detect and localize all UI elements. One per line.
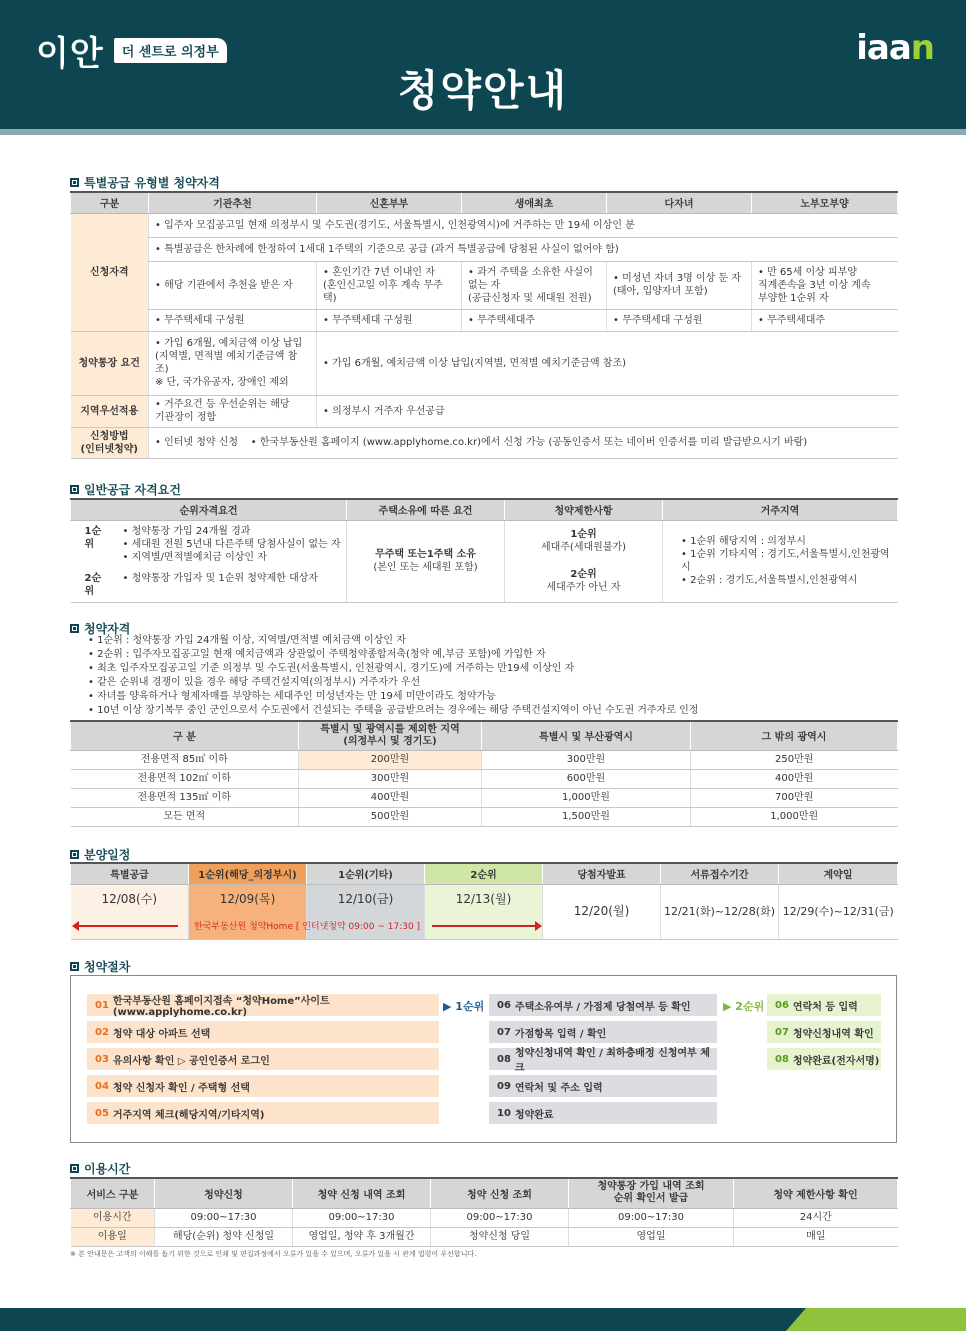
col-header: 특별시 및 광역시를 제외한 지역 (의정부시 및 경기도) <box>299 721 482 750</box>
table-cell: 해당(순위) 청약 신청일 <box>155 1227 293 1246</box>
col-header: 청약통장 가입 내역 조회 순위 확인서 발급 <box>569 1178 734 1208</box>
col-header: 청약 신청 조회 <box>431 1178 569 1208</box>
table-cell: • 무주택세대주 <box>752 309 898 331</box>
step-number: 02 <box>95 1026 109 1038</box>
section-square-icon <box>70 962 79 971</box>
col-header: 청약신청 <box>155 1178 293 1208</box>
rank-text: • 청약통장 가입 24개월 경과 • 세대원 전원 5년내 다른주택 당첨사실이 없는 자 • 지역별/면적별예치금 이상인 자 <box>122 525 341 563</box>
table-cell: 09:00~17:30 <box>569 1208 734 1227</box>
step-text: 연락처 등 입력 <box>792 1001 858 1013</box>
rank1-tag: ▶ 1순위 <box>443 1000 485 1013</box>
list-item: • 10년 이상 장기복무 중인 군인으로서 수도권에서 건설되는 주택을 공급받으려는 경우에는 해당 주택건설지역이 아닌 수도권 거주자로 인정 <box>88 705 699 716</box>
step-number: 01 <box>95 999 109 1011</box>
procedure-step <box>489 1075 717 1097</box>
table-cell: 700만원 <box>691 788 898 807</box>
limit-cell <box>505 520 663 602</box>
section-label: 일반공급 자격요건 <box>84 483 181 497</box>
footer-accent <box>786 1308 966 1331</box>
step-number: 09 <box>497 1080 511 1092</box>
logo-en-part: iaa <box>856 28 911 68</box>
col-header: 구 분 <box>71 721 299 750</box>
procedure-step <box>87 1021 439 1043</box>
table-cell: 09:00~17:30 <box>293 1208 431 1227</box>
table-cell: 24시간 <box>734 1208 898 1227</box>
table-cell: 300만원 <box>299 769 482 788</box>
region-cell: • 1순위 해당지역 : 의정부시 • 1순위 기타지역 : 경기도,서울특별시,인천광역시 • 2순위 : 경기도,서울특별시,인천광역시 <box>663 520 898 602</box>
procedure-step <box>489 1021 717 1043</box>
section-label: 이용시간 <box>84 1162 131 1176</box>
section-title-special <box>70 174 220 191</box>
table-cell: 500만원 <box>299 807 482 826</box>
table-cell: 300만원 <box>482 750 691 769</box>
row-label: 신청자격 <box>71 213 149 331</box>
col-header: 당첨자발표 <box>543 863 661 884</box>
table-cell: 전용면적 135㎡ 이하 <box>71 788 299 807</box>
procedure-step <box>767 1048 881 1070</box>
table-row <box>71 1208 898 1227</box>
general-supply-table <box>70 498 898 603</box>
page-header <box>0 0 966 135</box>
procedure-step <box>87 1102 439 1124</box>
col-header: 특별시 및 부산광역시 <box>482 721 691 750</box>
table-row <box>71 788 898 807</box>
col-header: 그 밖의 광역시 <box>691 721 898 750</box>
procedure-step <box>87 994 439 1016</box>
house-sub: (본인 또는 세대원 포함) <box>373 562 478 573</box>
step-number: 06 <box>497 999 511 1011</box>
limit-rank: 2순위 <box>570 569 597 580</box>
table-cell: 400만원 <box>691 769 898 788</box>
col-header: 구분 <box>71 192 149 213</box>
table-cell: • 가입 6개월, 예치금액 이상 납입(지역별, 면적별 예치기준금액 참조) <box>317 331 898 395</box>
schedule-date: 12/20(월) <box>543 884 661 939</box>
section-title-schedule <box>70 846 130 863</box>
section-label: 청약절차 <box>84 960 131 974</box>
table-cell: • 무주택세대주 <box>462 309 607 331</box>
table-cell: 전용면적 85㎡ 이하 <box>71 750 299 769</box>
logo-korean: 이안 <box>36 34 104 74</box>
table-row <box>71 807 898 826</box>
procedure-step <box>87 1048 439 1070</box>
col-header: 거주지역 <box>663 499 898 520</box>
step-number: 07 <box>775 1026 789 1038</box>
table-cell: • 입주자 모집공고일 현재 의정부시 및 수도권(경기도, 서울특별시, 인천광역시)에 거주하는 만 19세 이상인 분 <box>149 213 898 237</box>
step-number: 07 <box>497 1026 511 1038</box>
col-header: 순위자격요건 <box>71 499 347 520</box>
col-header: 특별공급 <box>71 863 189 884</box>
deposit-table <box>70 720 898 827</box>
section-square-icon <box>70 1164 79 1173</box>
step-number: 05 <box>95 1107 109 1119</box>
table-cell: 1,000만원 <box>691 807 898 826</box>
procedure-step <box>489 1048 717 1074</box>
row-label: 청약통장 요건 <box>71 331 149 395</box>
step-number: 08 <box>497 1053 511 1065</box>
procedure-step <box>489 1102 717 1124</box>
table-cell: • 과거 주택을 소유한 사실이 없는 자 (공급신청자 및 세대원 전원) <box>462 261 607 309</box>
section-label: 분양일정 <box>84 848 131 862</box>
table-cell: 매일 <box>734 1227 898 1246</box>
procedure-step <box>767 994 881 1016</box>
table-cell: • 미성년 자녀 3명 이상 둔 자 (태아, 입양자녀 포함) <box>607 261 752 309</box>
step-number: 06 <box>775 999 789 1011</box>
table-cell: 200만원 <box>299 750 482 769</box>
row-label: 신청방법 (인터넷청약) <box>71 427 149 458</box>
table-cell: • 가입 6개월, 예치금액 이상 납입 (지역별, 면적별 예치기준금액 참조) ※ 단, 국가유공자, 장애인 제외 <box>149 331 317 395</box>
rank-label: 1순위 <box>84 525 102 550</box>
step-number: 04 <box>95 1080 109 1092</box>
list-item: • 같은 순위내 경쟁이 있을 경우 해당 주택건설지역(의정부시) 거주자가 우선 <box>88 677 421 688</box>
table-cell: • 무주택세대 구성원 <box>317 309 462 331</box>
section-title-general <box>70 481 181 498</box>
procedure-step <box>767 1021 881 1043</box>
procedure-box <box>70 975 897 1143</box>
table-cell: 09:00~17:30 <box>431 1208 569 1227</box>
online-note: 한국부동산원 청약Home [ 인터넷청약 09:00 ~ 17:30 ] <box>194 922 421 932</box>
step-text: 한국부동산원 홈페이지접속 “청약Home”사이트 (www.applyhome.co.kr) <box>112 996 330 1018</box>
limit-rank: 1순위 <box>570 529 597 540</box>
table-cell: 이용시간 <box>71 1208 155 1227</box>
col-header: 생애최초 <box>462 192 607 213</box>
list-item: • 최초 입주자모집공고일 기준 의정부 및 수도권(서울특별시, 인천광역시, 경기도)에 거주하는 만19세 이상인 자 <box>88 663 575 674</box>
col-header: 노부모부양 <box>752 192 898 213</box>
step-text: 청약 대상 아파트 선택 <box>112 1028 211 1040</box>
table-cell: 영업일 <box>569 1227 734 1246</box>
table-cell: 1,000만원 <box>482 788 691 807</box>
section-label: 특별공급 유형별 청약자격 <box>84 176 220 190</box>
section-square-icon <box>70 178 79 187</box>
section-square-icon <box>70 485 79 494</box>
house-main: 무주택 또는1주택 소유 <box>375 549 476 560</box>
schedule-date: 12/10(금) <box>307 884 425 939</box>
list-item: • 1순위 : 청약통장 가입 24개월 이상, 지역별/면적별 예치금액 이상인 자 <box>88 635 406 646</box>
col-header: 1순위(기타) <box>307 863 425 884</box>
rank-label: 2순위 <box>84 572 102 597</box>
table-row <box>71 750 898 769</box>
table-row <box>71 1227 898 1246</box>
footnote: ※ 본 안내문은 고객의 이해를 돕기 위한 것으로 인쇄 및 편집과정에서 오류가 있을 수 있으며, 오류가 있을 시 관계 법령이 우선합니다. <box>70 1250 477 1258</box>
step-text: 청약완료 <box>514 1109 554 1121</box>
col-header: 1순위(해당_의정부시) <box>189 863 307 884</box>
section-square-icon <box>70 850 79 859</box>
limit-sub: 세대주가 아닌 자 <box>546 582 621 593</box>
step-text: 청약 신청자 확인 / 주택형 선택 <box>112 1082 250 1094</box>
table-cell: 모든 면적 <box>71 807 299 826</box>
schedule-date: 12/08(수) <box>71 884 189 939</box>
schedule-date: 12/21(화)~12/28(화) <box>661 884 779 939</box>
rank2-tag: ▶ 2순위 <box>723 1000 765 1013</box>
table-cell: • 혼인기간 7년 이내인 자 (혼인신고일 이후 계속 무주택) <box>317 261 462 309</box>
left-arrow-icon <box>78 925 178 927</box>
page-title: 청약안내 <box>397 66 569 115</box>
table-row <box>71 769 898 788</box>
table-cell: • 특별공급은 한차례에 한정하여 1세대 1주택의 기준으로 공급 (과거 특별공급에 당첨된 사실이 없어야 함) <box>149 237 898 261</box>
step-text: 주택소유여부 / 가점제 당첨여부 등 확인 <box>514 1001 691 1013</box>
section-label: 청약자격 <box>84 622 131 636</box>
col-header: 2순위 <box>425 863 543 884</box>
step-text: 유의사항 확인 ▷ 공인인증서 로그인 <box>112 1055 270 1067</box>
table-cell: • 거주요건 등 우선순위는 해당 기관장이 정함 <box>149 395 317 427</box>
table-cell: • 인터넷 청약 신청 • 한국부동산원 홈페이지 (www.applyhome.co.kr)에서 신청 가능 (공동인증서 또는 네이버 인증서를 미리 발급받으시기 바람) <box>149 427 898 458</box>
rank-text: • 청약통장 가입자 및 1순위 청약제한 대상자 <box>122 572 319 584</box>
col-header: 청약제한사항 <box>505 499 663 520</box>
step-number: 10 <box>497 1107 511 1119</box>
right-arrow-icon <box>432 925 536 927</box>
table-cell: • 무주택세대 구성원 <box>149 309 317 331</box>
table-cell: 1,500만원 <box>482 807 691 826</box>
col-header: 서비스 구분 <box>71 1178 155 1208</box>
table-cell: • 해당 기관에서 추천을 받은 자 <box>149 261 317 309</box>
table-cell: 이용일 <box>71 1227 155 1246</box>
col-header: 청약 신청 내역 조회 <box>293 1178 431 1208</box>
step-text: 청약신청내역 확인 <box>792 1028 874 1040</box>
step-text: 청약완료(전자서명) <box>792 1055 880 1067</box>
logo-tagline: 더 센트로 의정부 <box>114 38 227 63</box>
col-header: 주택소유에 따른 요건 <box>347 499 505 520</box>
table-cell: • 의정부시 거주자 우선공급 <box>317 395 898 427</box>
schedule-date: 12/29(수)~12/31(금) <box>779 884 898 939</box>
table-cell: • 무주택세대 구성원 <box>607 309 752 331</box>
table-cell: 09:00~17:30 <box>155 1208 293 1227</box>
col-header: 계약일 <box>779 863 898 884</box>
table-cell: 영업일, 청약 후 3개월간 <box>293 1227 431 1246</box>
list-item: • 자녀를 양육하거나 형제자매를 부양하는 세대주인 미성년자는 만 19세 미만이라도 청약가능 <box>88 691 496 702</box>
col-header: 서류접수기간 <box>661 863 779 884</box>
section-title-hours <box>70 1160 130 1177</box>
step-text: 청약신청내역 확인 / 최하층배정 신청여부 체크 <box>514 1048 710 1074</box>
step-number: 03 <box>95 1053 109 1065</box>
hours-table <box>70 1177 898 1247</box>
col-header: 청약 제한사항 확인 <box>734 1178 898 1208</box>
procedure-step <box>87 1075 439 1097</box>
rank-requirements <box>71 520 347 602</box>
row-label: 지역우선적용 <box>71 395 149 427</box>
col-header: 기관추천 <box>149 192 317 213</box>
step-text: 가점항목 입력 / 확인 <box>514 1028 607 1040</box>
logo-en-accent: n <box>910 28 934 68</box>
table-cell: • 만 65세 이상 피부양 직계존속을 3년 이상 계속 부양한 1순위 자 <box>752 261 898 309</box>
schedule-date: 12/13(월) <box>425 884 543 939</box>
limit-sub: 세대주(세대원불가) <box>540 542 627 553</box>
section-square-icon <box>70 624 79 633</box>
table-cell: 400만원 <box>299 788 482 807</box>
procedure-step <box>489 994 717 1016</box>
col-header: 신혼부부 <box>317 192 462 213</box>
house-requirement <box>347 520 505 602</box>
schedule-date: 12/09(목) <box>189 884 307 939</box>
list-item: • 2순위 : 입주자모집공고일 현재 예치금액과 상관없이 주택청약종합저축(청약 예,부금 포함)에 가입한 자 <box>88 649 546 660</box>
special-supply-table <box>70 191 898 459</box>
table-cell: 600만원 <box>482 769 691 788</box>
col-header: 다자녀 <box>607 192 752 213</box>
table-cell: 250만원 <box>691 750 898 769</box>
table-cell: 전용면적 102㎡ 이하 <box>71 769 299 788</box>
qualification-list <box>88 634 698 718</box>
step-text: 거주지역 체크(해당지역/기타지역) <box>112 1109 265 1121</box>
table-cell: 청약신청 당일 <box>431 1227 569 1246</box>
step-number: 08 <box>775 1053 789 1065</box>
step-text: 연락처 및 주소 입력 <box>514 1082 603 1094</box>
section-title-procedure <box>70 958 130 975</box>
